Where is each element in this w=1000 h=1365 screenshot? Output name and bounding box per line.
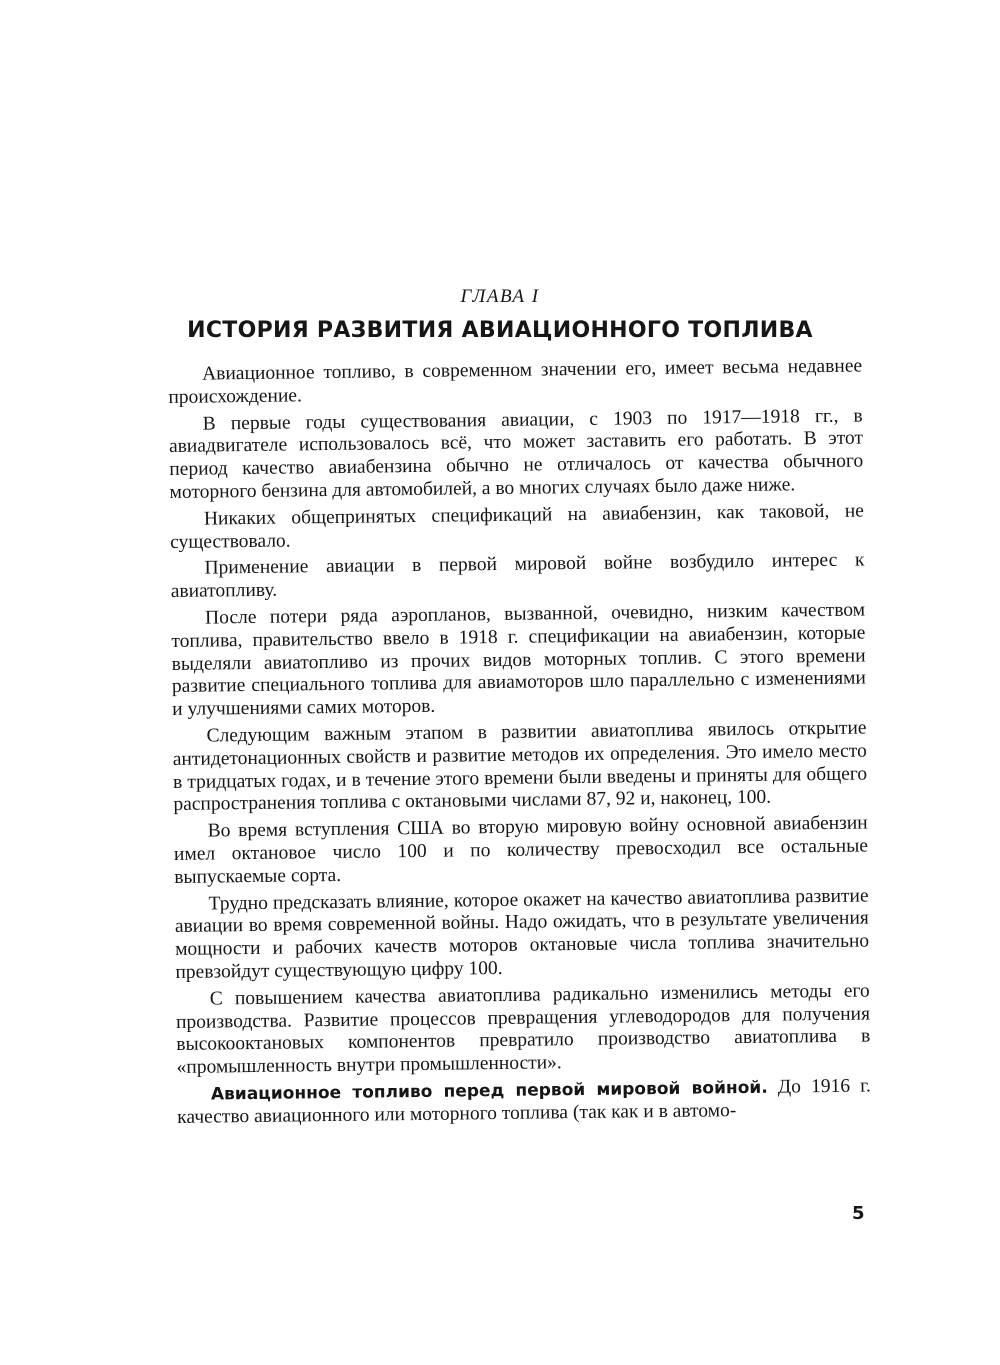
- paragraph: С повышением качества авиатоплива радикально изменились методы его производства. Развитие процессов превращения углеводородов для получения высокооктановых компонентов превратило производство авиатоплива в «промышленность внутри промышленности».: [175, 980, 871, 1079]
- chapter-label: ГЛАВА I: [460, 286, 540, 307]
- body-text: [168, 356, 871, 1134]
- paragraph: После потери ряда аэропланов, вызванной, очевидно, низким качеством топлива, правительство ввело в 1918 г. спецификации на авиабензин, которые выделяли авиатопливо из прочих видов моторных топлив. С этого времени развитие специального топлива для авиамоторов шло параллельно с изменениями и улучшениями самих моторов.: [171, 599, 867, 721]
- page-number: 5: [852, 1203, 865, 1224]
- paragraph: Следующим важным этапом в развитии авиатоплива явилось открытие антидетонационных свойств и развитие методов их определения. Это имело место в тридцатых годах, и в течение этого времени были введены и приняты для общего распространения топлива с октановыми числами 87, 92 и, наконец, 100.: [172, 717, 868, 816]
- paragraph: В первые годы существования авиации, с 1903 по 1917—1918 гг., в авиадвигателе использовалось всё, что может заставить его работать. В этот период качество авиабензина обычно не отличалось от качества обычного моторного бензина для автомобилей, а во многих случаях было даже ниже.: [168, 405, 864, 503]
- section-text: До 1916 г. качество авиационного или моторного топлива (так как и в автомо-: [177, 1075, 871, 1128]
- paragraph: Авиационное топливо, в современном значении его, имеет весьма недавнее происхождение.: [168, 355, 863, 408]
- chapter-title: ИСТОРИЯ РАЗВИТИЯ АВИАЦИОННОГО ТОПЛИВА: [187, 318, 813, 343]
- paragraph: Применение авиации в первой мировой войне возбудило интерес к авиатопливу.: [170, 549, 865, 603]
- paragraph: Никаких общепринятых спецификаций на авиабензин, как таковой, не существовало.: [170, 500, 864, 553]
- paragraph: Трудно предсказать влияние, которое окажет на качество авиатоплива развитие авиации во время современной войны. Надо ожидать, что в результате увеличения мощности и рабочих качеств моторов октановые числа топлива значительно превзойдут существующую цифру 100.: [174, 885, 870, 983]
- paragraph: Во время вступления США во вторую мировую войну основной авиабензин имел октановое число 100 и по количеству превосходил все остальные выпускаемые сорта.: [173, 812, 869, 888]
- section-paragraph: [177, 1075, 872, 1129]
- section-heading: Авиационное топливо перед первой мировой войной.: [210, 1077, 768, 1105]
